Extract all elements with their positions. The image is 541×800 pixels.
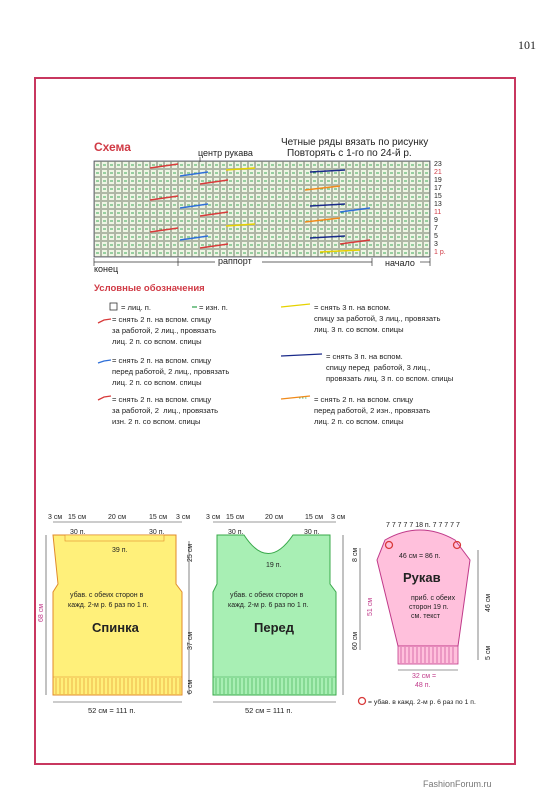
front-h8: 8 см	[352, 547, 359, 562]
front-st-left: 30 п.	[228, 529, 244, 536]
legend-left-2: = снять 2 п. на вспом. спицу перед работой, 2 лиц., провязать лиц. 2 п. со вспом. спицы	[112, 356, 230, 387]
row-number: 15	[434, 193, 442, 200]
sleeve-h5: 5 см	[485, 645, 492, 660]
back-h6: 6 см	[187, 679, 194, 694]
row-number: 17	[434, 185, 442, 192]
front-top-3a: 3 см	[206, 514, 221, 521]
front-h60: 60 см	[352, 631, 359, 650]
sleeve-h51: 51 см	[367, 597, 374, 616]
back-top-3a: 3 см	[48, 514, 63, 521]
back-st-left: 30 п.	[70, 529, 86, 536]
footnote: = убав. в кажд. 2-м р. 6 раз по 1 п.	[368, 699, 476, 706]
legend-left-3: = снять 2 п. на вспом. спицу за работой, 2 лиц., провязать изн. 2 п. со вспом. спицы	[112, 395, 219, 426]
sleeve-bottom-1: 32 см =	[412, 673, 437, 680]
legend-knit: = лиц. п.	[121, 303, 152, 312]
back-top-20: 20 см	[108, 514, 127, 521]
back-dec-1: убав. с обеих сторон в	[70, 592, 144, 599]
sleeve-bottom-2: 48 п.	[415, 682, 431, 689]
sleeve-h46: 46 см	[485, 593, 492, 612]
chart-start-label: начало	[385, 258, 415, 268]
row-number: 21	[434, 169, 442, 176]
back-top-15a: 15 см	[68, 514, 87, 521]
row-number: 7	[434, 225, 438, 232]
back-top-15b: 15 см	[149, 514, 168, 521]
front-dec-1: убав. с обеих сторон в	[230, 592, 304, 599]
footnote-mark	[359, 698, 366, 705]
back-h25: 25 см	[187, 543, 194, 562]
row-number: 1 р.	[434, 249, 446, 256]
sleeve-top-stitches: 7 7 7 7 7 18 п. 7 7 7 7 7	[386, 522, 460, 529]
row-number: 11	[434, 209, 442, 216]
front-name: Перед	[254, 620, 294, 635]
back-st-mid: 39 п.	[112, 547, 128, 554]
page-number: 101	[518, 38, 536, 52]
front-top-15b: 15 см	[305, 514, 324, 521]
legend-title: Условные обозначения	[94, 283, 205, 294]
front-top-15a: 15 см	[226, 514, 245, 521]
front-top-20: 20 см	[265, 514, 284, 521]
row-number: 3	[434, 241, 438, 248]
front-neck: 19 п.	[266, 562, 282, 569]
back-top-3b: 3 см	[176, 514, 191, 521]
row-number: 5	[434, 233, 438, 240]
front-piece	[213, 535, 336, 695]
back-st-right: 30 п.	[149, 529, 165, 536]
legend-purl: = изн. п.	[199, 303, 228, 312]
chart-title: Схема	[94, 140, 131, 154]
sleeve-inc-2: сторон 19 п.	[409, 604, 449, 611]
row-number: 13	[434, 201, 442, 208]
row-number: 9	[434, 217, 438, 224]
row-number: 23	[434, 161, 442, 168]
front-bottom: 52 см = 111 п.	[245, 706, 293, 715]
chart-rapport-label: раппорт	[218, 256, 252, 266]
back-bottom: 52 см = 111 п.	[88, 706, 136, 715]
watermark: FashionForum.ru	[423, 779, 492, 789]
front-top-3b: 3 см	[331, 514, 346, 521]
front-st-right: 30 п.	[304, 529, 320, 536]
back-name: Спинка	[92, 620, 139, 635]
legend-right-2: = снять 3 п. на вспом. спицу перед работой, 3 лиц., провязать лиц. 3 п. со вспом. спицы	[326, 352, 454, 383]
chart-note-1: Четные ряды вязать по рисунку	[281, 137, 429, 148]
sleeve-width: 46 см = 86 п.	[399, 553, 441, 560]
row-number: 19	[434, 177, 442, 184]
legend-left-1: = снять 2 п. на вспом. спицу за работой, 2 лиц., провязать лиц. 2 п. со вспом. спицы	[112, 315, 217, 346]
back-h68: 68 см	[38, 603, 45, 622]
legend-right-3: = снять 2 п. на вспом. спицу перед работой, 2 изн., провязать лиц. 2 п. со вспом. спицы	[314, 395, 431, 426]
legend-right-1: = снять 3 п. на вспом. спицу за работой, 3 лиц., провязать лиц. 3 п. со вспом. спицы	[314, 303, 441, 334]
sleeve-inc-1: приб. с обеих	[411, 595, 456, 602]
chart-note-2: Повторять с 1-го по 24-й р.	[287, 148, 412, 159]
sleeve-center-label: центр рукава	[198, 148, 253, 158]
sleeve-inc-3: см. текст	[411, 613, 441, 620]
sleeve-name: Рукав	[403, 570, 441, 585]
back-piece	[53, 535, 182, 695]
front-dec-2: кажд. 2-м р. 6 раз по 1 п.	[228, 602, 309, 609]
chart-end-label: конец	[94, 264, 119, 274]
back-h37: 37 см	[187, 631, 194, 650]
back-dec-2: кажд. 2-м р. 6 раз по 1 п.	[68, 602, 149, 609]
